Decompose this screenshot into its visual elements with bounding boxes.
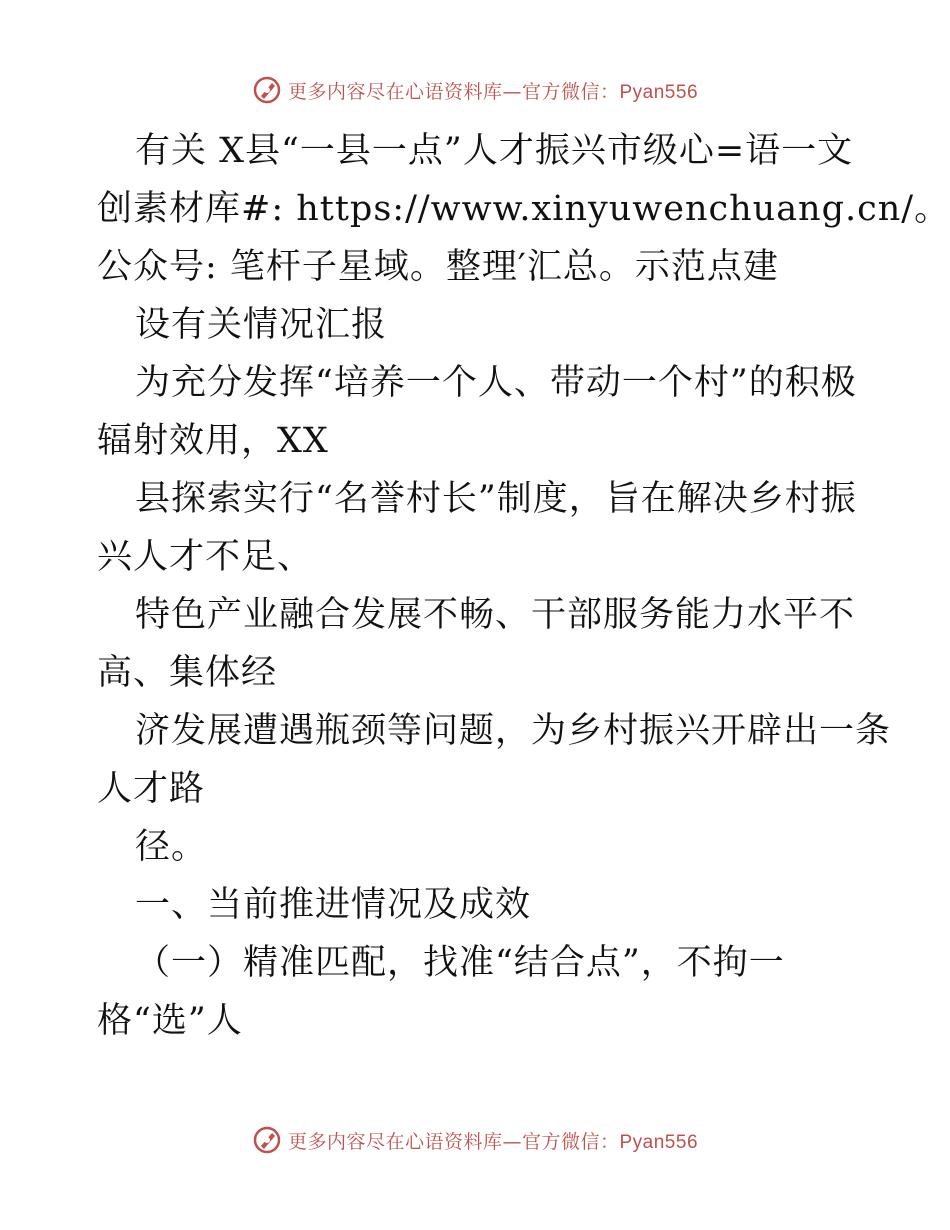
body-line: 特色产业融合发展不畅、干部服务能力水平不	[135, 595, 856, 635]
section-heading: 一、当前推进情况及成效	[135, 885, 532, 925]
banner-wechat-id: Pyan556	[619, 1131, 699, 1153]
body-line: 设有关情况汇报	[135, 305, 388, 345]
banner-main-text: 更多内容尽在心语资料库	[287, 1130, 503, 1153]
body-line: 兴人才不足、	[97, 537, 314, 577]
body-line: 济发展遭遇瓶颈等问题，为乡村振兴开辟出一条	[135, 711, 892, 751]
subsection-heading: （一）精准匹配，找准“结合点”，不拘一	[135, 943, 785, 983]
body-line: 径。	[135, 827, 208, 867]
body-line: 为充分发挥“培养一个人、带动一个村”的积极	[135, 363, 857, 403]
body-line: 公众号: 笔杆子星域。整理′汇总。示范点建	[97, 247, 779, 287]
banner-separator: —	[502, 80, 522, 103]
pen-logo-icon	[252, 75, 282, 105]
body-line: 高、集体经	[97, 653, 278, 693]
banner-wechat-label: 官方微信：	[521, 1130, 620, 1153]
banner-main-text: 更多内容尽在心语资料库	[287, 80, 503, 103]
footer-watermark-banner	[0, 1120, 950, 1160]
body-line: 人才路	[97, 769, 206, 809]
body-line: 创素材库#: https://www.xinyuwenchuang.cn/。	[97, 189, 950, 229]
body-line: 有关 X县“一县一点”人才振兴市级心=语一文	[135, 131, 854, 171]
body-line: 格“选”人	[97, 1001, 243, 1041]
body-line: 县探索实行“名誉村长”制度，旨在解决乡村振	[135, 479, 857, 519]
pen-logo-icon	[252, 1125, 282, 1155]
body-line: 辐射效用，XX	[97, 421, 329, 461]
header-watermark-banner	[0, 70, 950, 110]
banner-wechat-id: Pyan556	[619, 81, 699, 103]
banner-text	[288, 77, 698, 104]
banner-wechat-label: 官方微信：	[521, 80, 620, 103]
banner-separator: —	[502, 1130, 522, 1153]
document-body	[97, 122, 950, 1050]
banner-text	[288, 1127, 698, 1154]
